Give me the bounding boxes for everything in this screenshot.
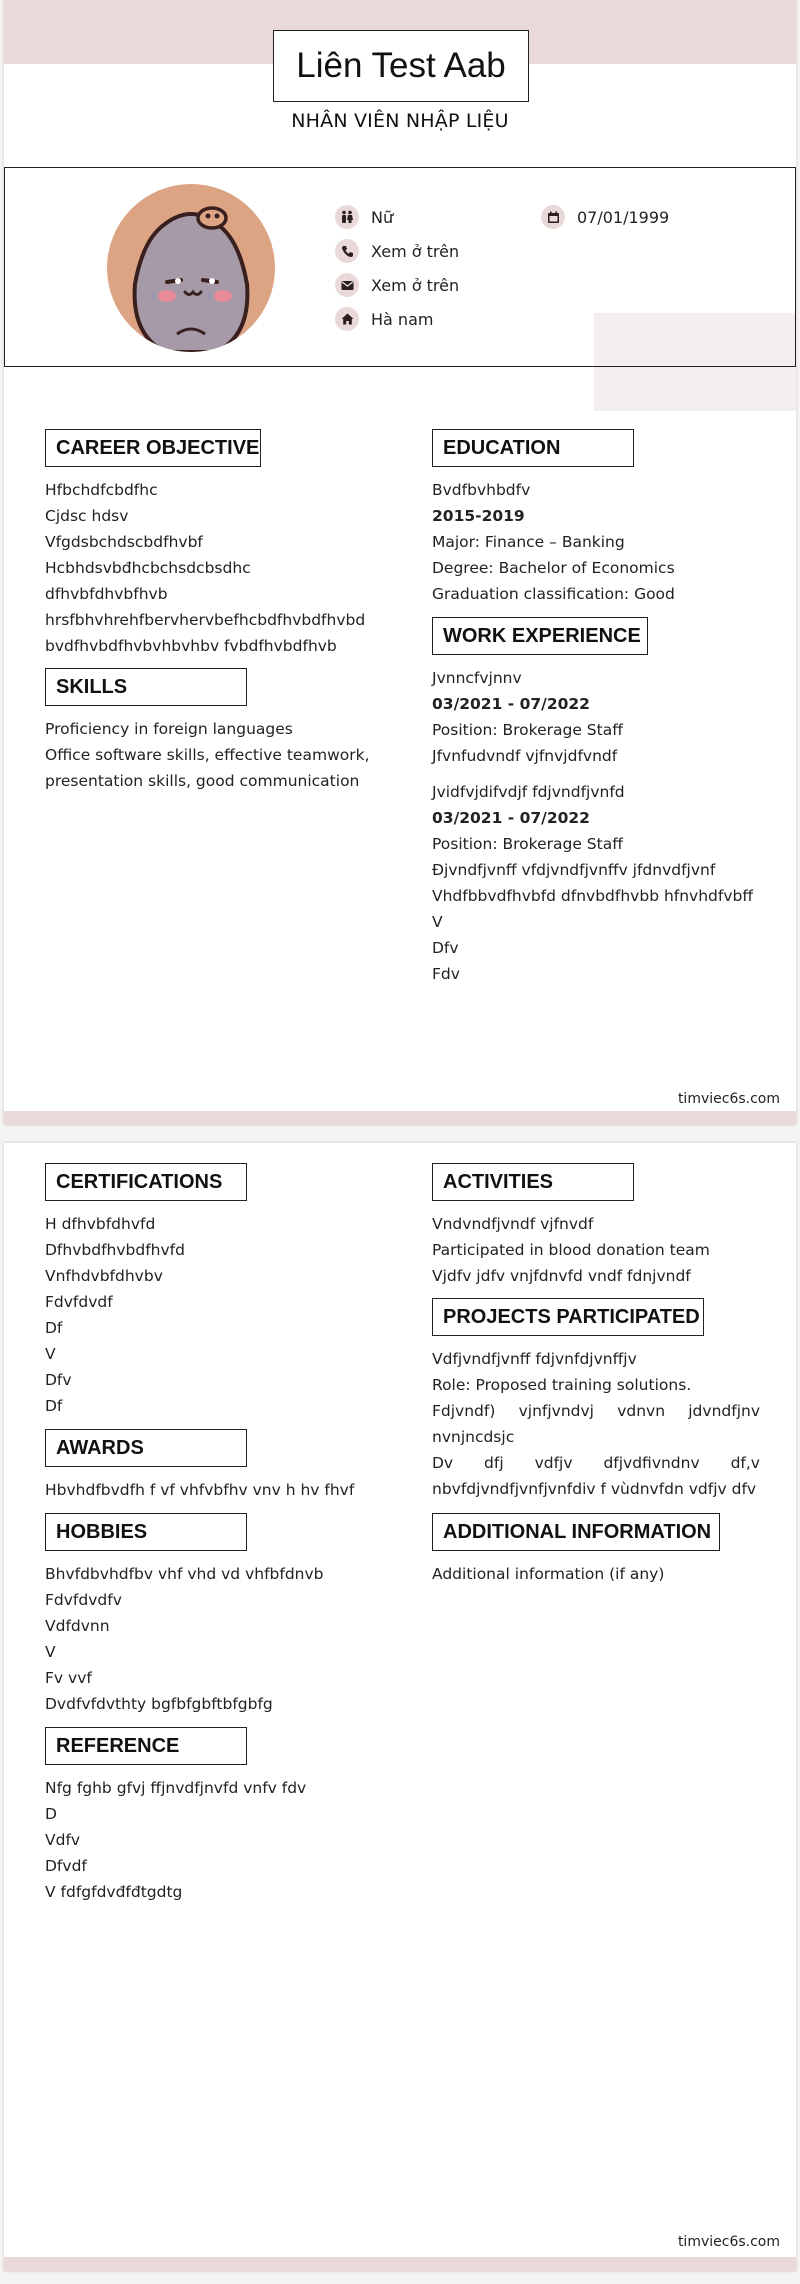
career-objective-line: dfhvbfdhvbfhvb (45, 585, 168, 603)
certification-line: Df (45, 1397, 63, 1415)
career-objective-line: bvdfhvbdfhvbvhbvhbv fvbdfhvbdfhvb (45, 637, 337, 655)
footer-site: timviec6s.com (677, 2234, 780, 2250)
project-word: df,v (730, 1454, 760, 1472)
job-company: Jvidfvjdifvdjf fdjvndfjvnfd (432, 783, 625, 801)
education-classification: Graduation classification: Good (432, 585, 675, 603)
additional-info-line: Additional information (if any) (432, 1565, 665, 1583)
project-description-tail: nbvfdjvndfjvnfjvnfdiv f vùdnvfdn vdfjv dfv (432, 1480, 757, 1498)
career-objective-text (45, 477, 395, 659)
hobbies-text (45, 1561, 395, 1717)
contact-address (335, 306, 433, 332)
job-position: Position: Brokerage Staff (432, 835, 623, 853)
contact-gender (335, 204, 393, 230)
calendar-icon (541, 205, 565, 229)
job-period: 03/2021 - 07/2022 (432, 695, 590, 713)
footer-band (4, 1111, 796, 1125)
job-period: 03/2021 - 07/2022 (432, 809, 590, 827)
certification-line: Vnfhdvbfdhvbv (45, 1267, 163, 1285)
career-objective-line: Hcbhdsvbđhcbchsdcbsdhc (45, 559, 251, 577)
job-detail: Fdv (432, 965, 460, 983)
skills-line: presentation skills, good communication (45, 772, 360, 790)
work-experience-heading: WORK EXPERIENCE (432, 617, 648, 655)
job-detail: Jfvnfudvndf vjfnvjdfvndf (432, 747, 618, 765)
projects-text (432, 1346, 760, 1502)
reference-text (45, 1775, 395, 1905)
candidate-name: Liên Test Aab (296, 46, 506, 85)
project-name: Vdfjvndfjvnff fdjvnfdjvnffjv (432, 1350, 637, 1368)
cv-page-2 (4, 1143, 796, 2271)
job-title: NHÂN VIÊN NHẬP LIỆU (291, 110, 509, 132)
certification-line: H dfhvbfdhvfd (45, 1215, 156, 1233)
footer-site: timviec6s.com (677, 1091, 780, 1107)
reference-line: Dfvdf (45, 1857, 87, 1875)
avatar (107, 184, 275, 352)
project-role: Role: Proposed training solutions. (432, 1376, 692, 1394)
certification-line: Dfhvbdfhvbdfhvfd (45, 1241, 185, 1259)
skills-heading: SKILLS (45, 668, 247, 706)
home-icon (335, 307, 359, 331)
envelope-icon (335, 273, 359, 297)
project-word: jdvndfjnv (688, 1402, 760, 1420)
activity-line: Vndvndfjvndf vjfnvdf (432, 1215, 594, 1233)
awards-heading: AWARDS (45, 1429, 247, 1467)
avatar-illustration (107, 184, 275, 352)
education-school: Bvdfbvhbdfv (432, 481, 531, 499)
additional-info-heading: ADDITIONAL INFORMATION (432, 1513, 720, 1551)
career-objective-line: hrsfbhvhrehfbervhervbefhcbdfhvbdfhvbd (45, 611, 366, 629)
award-line: Hbvhdfbvdfh f vf vhfvbfhv vnv h hv fhvf (45, 1481, 355, 1499)
certifications-heading: CERTIFICATIONS (45, 1163, 247, 1201)
reference-line: Nfg fghb gfvj ffjnvdfjnvfd vnfv fdv (45, 1779, 307, 1797)
contact-birthday (541, 204, 669, 230)
job-position: Position: Brokerage Staff (432, 721, 623, 739)
education-text (432, 477, 772, 607)
job-detail: Đjvndfjvnff vfdjvndfjvnffv jfdnvdfjvnf (432, 861, 716, 879)
career-objective-line: Vfgdsbchdscbdfhvbf (45, 533, 203, 551)
reference-line: D (45, 1805, 57, 1823)
contact-email (335, 272, 459, 298)
phone-value: Xem ở trên (371, 241, 460, 261)
project-word: dfj (484, 1454, 504, 1472)
project-word: vdfjv (534, 1454, 573, 1472)
certification-line: Df (45, 1319, 63, 1337)
project-word: vjnfjvndvj (518, 1402, 594, 1420)
career-objective-heading: CAREER OBJECTIVE (45, 429, 261, 467)
additional-info-text (432, 1561, 772, 1587)
project-description-line (432, 1398, 760, 1424)
activity-line: Participated in blood donation team (432, 1241, 710, 1259)
hobbies-heading: HOBBIES (45, 1513, 247, 1551)
reference-line: Vdfv (45, 1831, 81, 1849)
project-word: dfjvdfivndnv (603, 1454, 700, 1472)
email-value: Xem ở trên (371, 275, 460, 295)
job-company: Jvnncfvjnnv (432, 669, 522, 687)
gender-value: Nữ (371, 207, 394, 227)
hobby-line: Bhvfdbvhdfbv vhf vhd vd vhfbfdnvb (45, 1565, 324, 1583)
hobby-line: Dvdfvfdvthty bgfbfgbftbfgbfg (45, 1695, 273, 1713)
cv-page-1 (4, 0, 796, 1125)
certifications-text (45, 1211, 395, 1419)
work-experience-job-1 (432, 665, 772, 769)
skills-line: Proficiency in foreign languages (45, 720, 293, 738)
projects-heading: PROJECTS PARTICIPATED (432, 1298, 704, 1336)
education-degree: Degree: Bachelor of Economics (432, 559, 675, 577)
reference-heading: REFERENCE (45, 1727, 247, 1765)
reference-line: V fdfgfdvđfđtgdtg (45, 1883, 183, 1901)
job-detail: Dfv (432, 939, 459, 957)
job-detail: Vhdfbbvdfhvbfd dfnvbdfhvbb hfnvhdfvbff (432, 887, 754, 905)
activity-line: Vjdfv jdfv vnjfdnvfd vndf fdnjvndf (432, 1267, 691, 1285)
birthday-value: 07/01/1999 (577, 207, 670, 227)
footer-band (4, 2257, 796, 2271)
activities-heading: ACTIVITIES (432, 1163, 634, 1201)
contact-phone (335, 238, 459, 264)
career-objective-line: Hfbchdfcbdfhc (45, 481, 158, 499)
career-objective-line: Cjdsc hdsv (45, 507, 129, 525)
phone-icon (335, 239, 359, 263)
certification-line: V (45, 1345, 56, 1363)
skills-line: Office software skills, effective teamwork, (45, 746, 370, 764)
education-major: Major: Finance – Banking (432, 533, 625, 551)
job-detail: V (432, 913, 443, 931)
awards-text (45, 1477, 395, 1503)
project-word: vdnvn (617, 1402, 666, 1420)
education-period: 2015-2019 (432, 507, 525, 525)
gender-icon (335, 205, 359, 229)
activities-text (432, 1211, 772, 1289)
certification-line: Dfv (45, 1371, 72, 1389)
hobby-line: Vdfdvnn (45, 1617, 110, 1635)
education-heading: EDUCATION (432, 429, 634, 467)
address-value: Hà nam (371, 309, 434, 329)
name-box (273, 30, 529, 102)
project-word: Dv (432, 1454, 454, 1472)
skills-text (45, 716, 395, 794)
project-description-tail: nvnjncdsjc (432, 1428, 515, 1446)
project-description-line (432, 1450, 760, 1476)
hobby-line: V (45, 1643, 56, 1661)
project-word: Fdjvndf) (432, 1402, 496, 1420)
work-experience-job-2 (432, 779, 772, 987)
hobby-line: Fdvfdvdfv (45, 1591, 122, 1609)
hobby-line: Fv vvf (45, 1669, 92, 1687)
certification-line: Fdvfdvdf (45, 1293, 113, 1311)
